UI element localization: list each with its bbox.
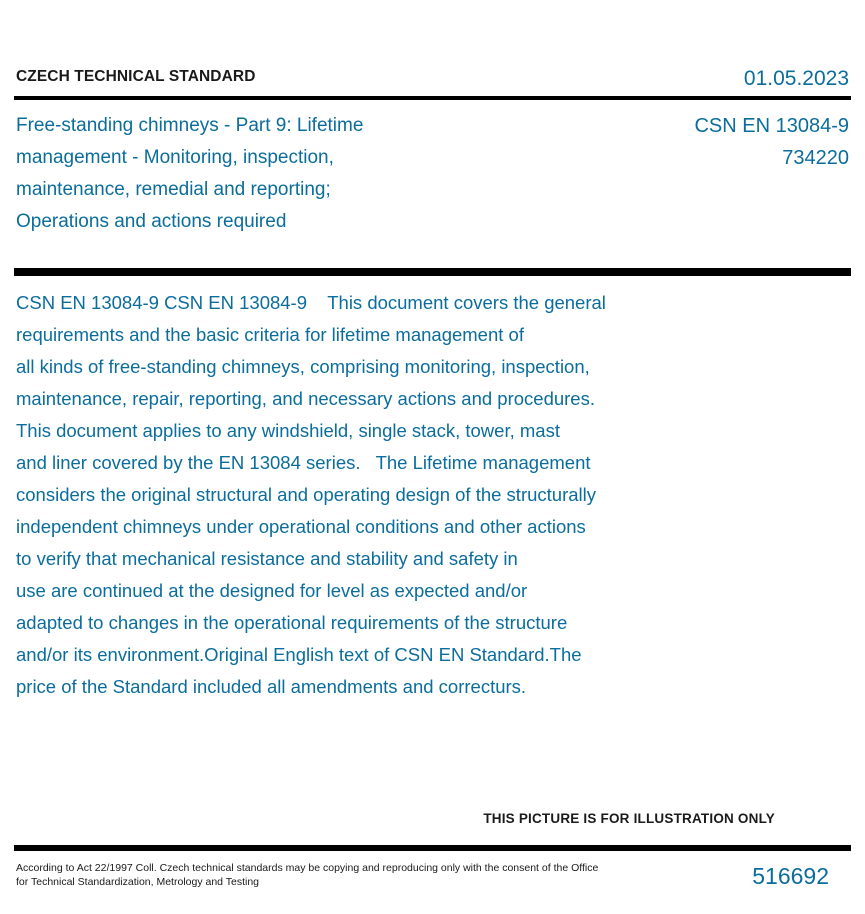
title-block [0, 110, 865, 238]
abstract-line: adapted to changes in the operational requirements of the structure [16, 612, 568, 633]
page-footer [0, 861, 865, 889]
footer-divider-rule [14, 845, 851, 851]
abstract-line: requirements and the basic criteria for lifetime management of [16, 324, 524, 345]
title-line: Free-standing chimneys - Part 9: Lifetime [16, 115, 364, 136]
illustration-notice: THIS PICTURE IS FOR ILLUSTRATION ONLY [483, 811, 775, 826]
abstract-line: all kinds of free-standing chimneys, comprising monitoring, inspection, [16, 356, 590, 377]
copyright-line: According to Act 22/1997 Coll. Czech technical standards may be copying and reproducing only with the consent of the Office [16, 862, 599, 874]
abstract-line: CSN EN 13084-9 CSN EN 13084-9 This document covers the general [16, 292, 606, 313]
abstract-divider-rule [14, 268, 851, 276]
title-line: maintenance, remedial and reporting; [16, 179, 331, 200]
standard-title [16, 110, 486, 238]
header-standard-label: CZECH TECHNICAL STANDARD [16, 68, 256, 85]
abstract-line: to verify that mechanical resistance and stability and safety in [16, 548, 518, 569]
title-line: Operations and actions required [16, 211, 287, 232]
abstract-line: and liner covered by the EN 13084 series. The Lifetime management [16, 452, 591, 473]
abstract-line: use are continued at the designed for level as expected and/or [16, 580, 528, 601]
header-publication-date: 01.05.2023 [743, 67, 849, 90]
standard-number: CSN EN 13084-9 [694, 115, 849, 137]
catalog-number: 516692 [752, 863, 829, 889]
abstract-line: maintenance, repair, reporting, and necessary actions and procedures. [16, 388, 595, 409]
abstract-line: price of the Standard included all amendments and correcturs. [16, 676, 527, 697]
standard-designation [549, 110, 849, 174]
abstract-text [16, 287, 796, 703]
classification-code: 734220 [782, 147, 849, 169]
title-line: management - Monitoring, inspection, [16, 147, 334, 168]
copyright-notice [16, 861, 598, 889]
abstract-line: considers the original structural and operating design of the structurally [16, 484, 596, 505]
abstract-line: and/or its environment.Original English text of CSN EN Standard.The [16, 644, 582, 665]
header-divider-rule [14, 96, 851, 100]
copyright-line: for Technical Standardization, Metrology and Testing [16, 876, 260, 888]
abstract-line: independent chimneys under operational conditions and other actions [16, 516, 586, 537]
abstract-line: This document applies to any windshield, single stack, tower, mast [16, 420, 560, 441]
page-header [0, 68, 865, 98]
